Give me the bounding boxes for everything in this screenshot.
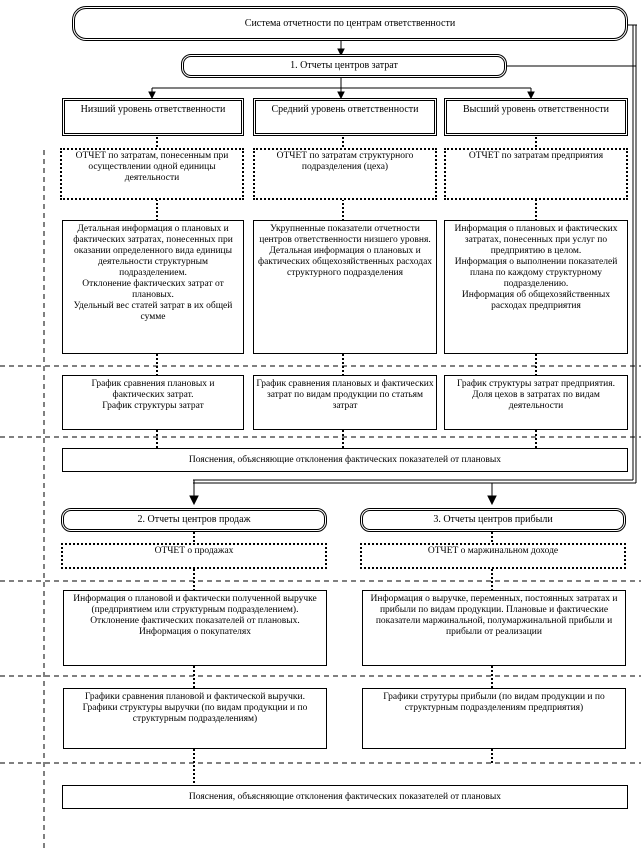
level-mid-report — [253, 148, 437, 200]
section-2-graph — [63, 688, 327, 749]
section-2-info-text: Информация о плановой и фактически полученной выручке (предприятием или структурным подразделением). Отклонение фактических показателей от плановых. Информация о покупателях — [73, 594, 317, 637]
section-2-title: 2. Отчеты центров продаж — [137, 514, 251, 525]
level-mid-info — [253, 220, 437, 354]
level-low-graph-text: График сравнения плановых и фактических затрат. График структуры затрат — [91, 379, 215, 411]
level-high-graph — [444, 375, 628, 430]
section-2-header — [61, 508, 327, 532]
section-3-report — [360, 543, 626, 569]
level-low-label: Низший уровень ответственности — [80, 104, 226, 115]
section-1-title: 1. Отчеты центров затрат — [290, 60, 398, 71]
level-low-info-text: Детальная информация о плановых и фактических затратах, понесенных при оказании определенного вида единицы деятельности структурным подразделением. Отклонение фактических затрат от плановых. Удельный вес статей затрат в их общей сумме — [73, 224, 233, 322]
level-high-header — [444, 98, 628, 136]
level-mid-report-text: ОТЧЕТ по затратам структурного подразделения (цеха) — [276, 151, 414, 172]
section-1-explanation — [62, 448, 628, 472]
level-high-report-text: ОТЧЕТ по затратам предприятия — [468, 151, 604, 161]
level-low-header — [62, 98, 244, 136]
level-low-info — [62, 220, 244, 354]
section-1-header — [181, 54, 507, 78]
section-3-title: 3. Отчеты центров прибыли — [433, 514, 553, 525]
bottom-explanation — [62, 785, 628, 809]
section-3-info-text: Информация о выручке, переменных, постоянных затратах и прибыли по видам продукции. Плановые и фактические показатели маржинальной, полумаржинальной прибыли и прибыли от реализации — [370, 594, 618, 637]
section-2-report — [61, 543, 327, 569]
level-high-info-text: Информация о плановых и фактических затратах, понесенных при услуг по предприятию в целом. Информация о выполнении показателей плана по каждому структурному подразделению. Информация об общехозяйственных расходах предприятия — [454, 224, 618, 311]
section-3-header — [360, 508, 626, 532]
level-low-report — [60, 148, 244, 200]
section-3-info — [362, 590, 626, 666]
level-mid-graph — [253, 375, 437, 430]
section-2-report-text: ОТЧЕТ о продажах — [154, 546, 234, 556]
diagram-title-text: Система отчетности по центрам ответственности — [244, 17, 456, 29]
level-high-report — [444, 148, 628, 200]
bottom-explanation-text: Пояснения, объясняющие отклонения фактических показателей от плановых — [188, 791, 502, 802]
level-mid-graph-text: График сравнения плановых и фактических затрат по видам продукции по статьям затрат — [256, 379, 434, 411]
level-low-report-text: ОТЧЕТ по затратам, понесенным при осуществлении одной единицы деятельности — [75, 151, 229, 183]
level-mid-label: Средний уровень ответственности — [271, 104, 419, 115]
section-1-explanation-text: Пояснения, объясняющие отклонения фактических показателей от плановых — [188, 454, 502, 465]
level-high-graph-text: График структуры затрат предприятия. Доля цехов в затратах по видам деятельности — [457, 379, 615, 411]
section-3-graph — [362, 688, 626, 749]
level-high-label: Высший уровень ответственности — [462, 104, 610, 115]
level-high-info — [444, 220, 628, 354]
level-low-graph — [62, 375, 244, 430]
section-2-info — [63, 590, 327, 666]
section-3-graph-text: Графики струтуры прибыли (по видам продукции и по структурным подразделениям предприятия) — [383, 692, 605, 713]
section-3-report-text: ОТЧЕТ о маржинальном доходе — [427, 546, 559, 556]
level-mid-header — [253, 98, 437, 136]
section-2-graph-text: Графики сравнения плановой и фактической выручки. Графики структуры выручки (по видам продукции и по структурным подразделениям) — [82, 692, 308, 724]
level-mid-info-text: Укрупненные показатели отчетности центров ответственности низшего уровня. Детальная информация о плановых и фактических общехозяйственных расходах структурного подразделения — [257, 224, 433, 278]
diagram-title — [72, 6, 628, 41]
